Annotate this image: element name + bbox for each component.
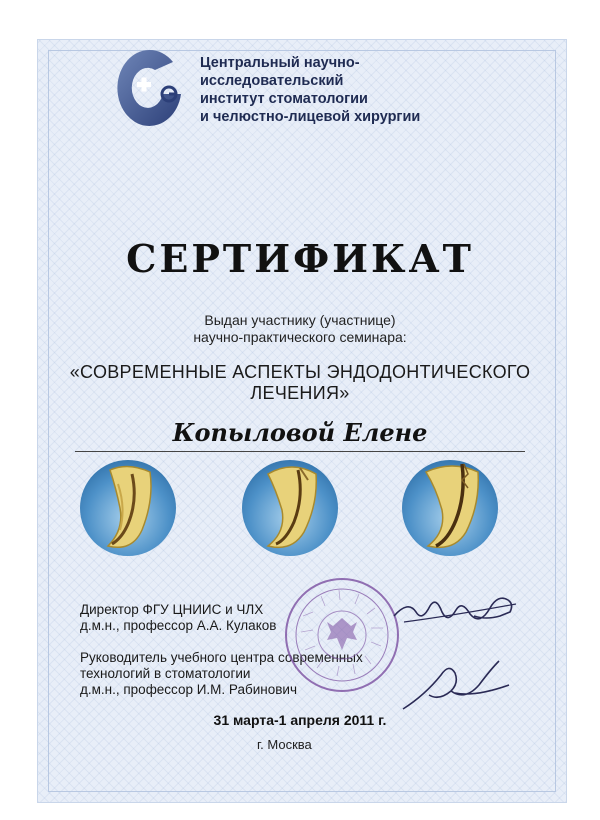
tooth-root-canal-icon [80,460,176,556]
institute-line: и челюстно-лицевой хирургии [200,109,421,125]
signatory-name: д.м.н., профессор А.А. Кулаков [80,618,277,633]
institute-line: Центральный научно- [200,55,360,71]
signatory-title: Руководитель учебного центра современных [80,650,363,665]
seminar-line: «СОВРЕМЕННЫЕ АСПЕКТЫ ЭНДОДОНТИЧЕСКОГО [69,362,531,382]
institute-line: институт стоматологии [200,91,368,107]
director-signature [390,586,520,630]
signatory-title: Директор ФГУ ЦНИИС и ЧЛХ [80,602,264,617]
issued-to-text [0,312,600,346]
official-seal-icon [283,576,401,694]
institute-name [200,54,530,126]
tooth-root-canal-icon [242,460,338,556]
certificate-title: СЕРТИФИКАТ [126,236,474,281]
seminar-line: ЛЕЧЕНИЯ» [250,383,350,403]
center-head-signature [395,655,515,715]
signatory-title: технологий в стоматологии [80,666,251,681]
seminar-city: г. Москва [257,737,312,752]
seminar-title [0,362,600,404]
issued-line: научно-практического семинара: [193,329,407,345]
recipient-name: Копыловой Елене [172,418,428,447]
institute-logo-icon [115,48,183,132]
signatory-name: д.м.н., профессор И.М. Рабинович [80,682,297,697]
name-underline [75,451,525,452]
tooth-root-canal-icon [402,460,498,556]
seminar-date: 31 марта-1 апреля 2011 г. [213,712,387,728]
signatory-director [80,602,276,634]
issued-line: Выдан участнику (участнице) [204,312,396,328]
institute-line: исследовательский [200,73,344,89]
